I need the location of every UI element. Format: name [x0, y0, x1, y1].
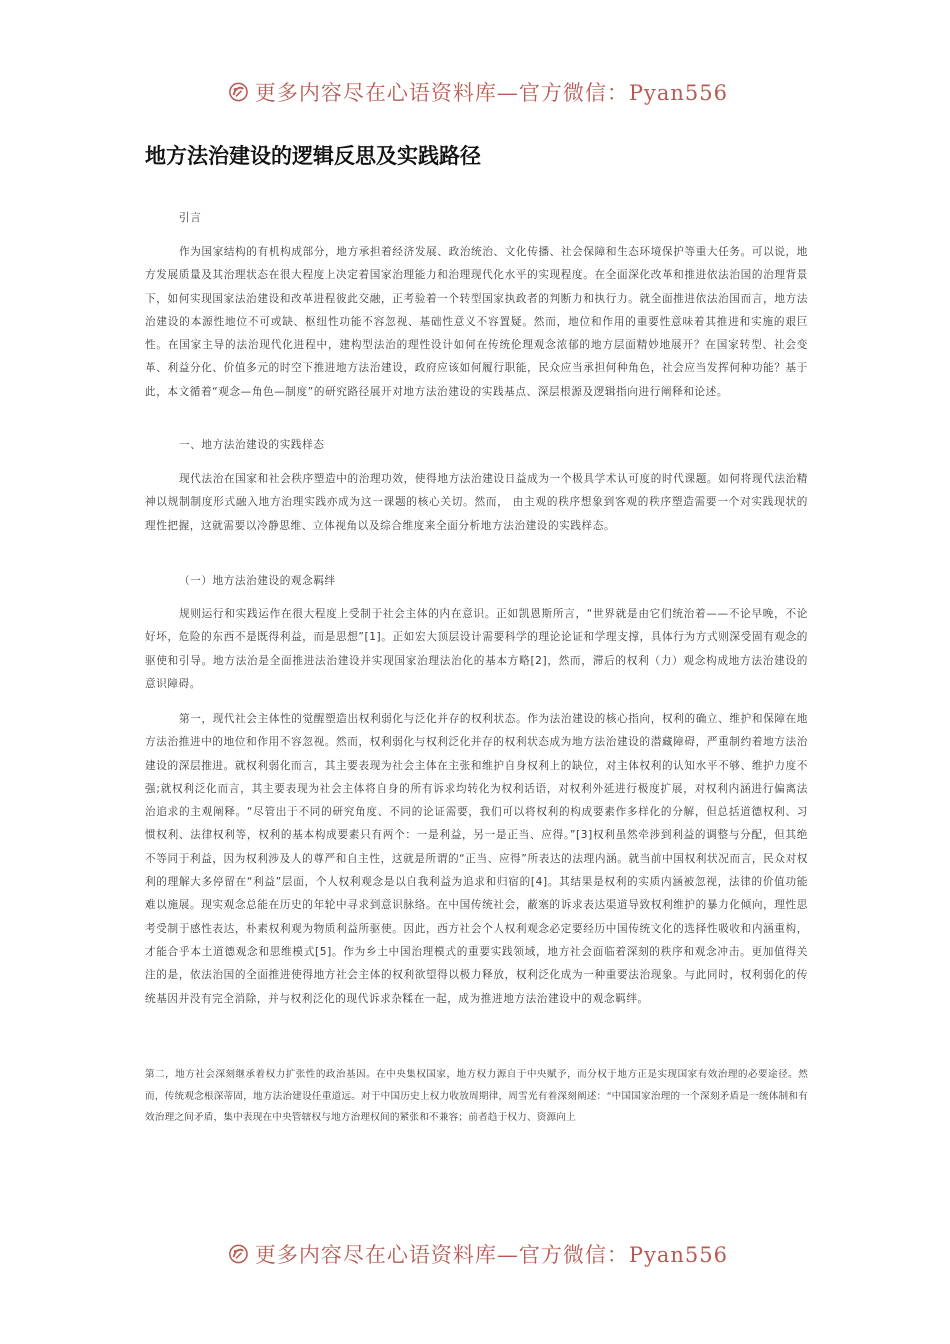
paragraph-first-point: 第一，现代社会主体性的觉醒塑造出权利弱化与泛化并存的权利状态。作为法治建设的核心指向，权利的确立、维护和保障在地方法治推进中的地位和作用不容忽视。然而，权利弱化与权利泛化并存的权利状态成为地方法治建设的潜藏障碍，严重制约着地方法治建设的深层推进。就权利弱化而言，其主要表现为社会主体在主张和维护自身权利上的缺位，对主体权利的认知水平不够、维护力度不强;就权利泛化而言，其主要表现为社会主体将自身的所有诉求均转化为权利话语，对权利外延进行极度扩展，对权利内涵进行偏离法治追求的主观阐释。“尽管出于不同的研究角度、不同的论证需要，我们可以将权利的构成要素作多样化的分解，但总括道德权利、习惯权利、法律权利等，权利的基本构成要素只有两个：一是利益，另一是正当、应得。”[3]权利虽然牵涉到利益的调整与分配，但其绝不等同于利益，因为权利涉及人的尊严和自主性，这就是所谓的“正当、应得”所表达的法理内涵。就当前中国权利状况而言，民众对权利的理解大多停留在“利益”层面，个人权利观念是以自我利益为追求和归宿的[4]。其结果是权利的实质内涵被忽视，法律的价值功能难以施展。现实观念总能在历史的年轮中寻求到意识脉络。在中国传统社会，蔽塞的诉求表达渠道导致权利维护的暴力化倾向，理性思考受制于感性表达，朴素权利观为物质利益所驱使。因此，西方社会个人权利观念必定要经历中国传统文化的选择性吸收和内涵重构，才能合乎本土道德观念和思维模式[5]。作为乡土中国治理模式的重要实践领域，地方社会面临着深刻的秩序和观念冲击。更加值得关注的是，依法治国的全面推进使得地方社会主体的权利欲望得以极力释放，权利泛化成为一种重要法治现象。与此同时，权利弱化的传统基因并没有完全消除，并与权利泛化的现代诉求杂糅在一起，成为推进地方法治建设中的观念羁绊。 — [145, 713, 808, 1005]
banner-text: 更多内容尽在心语资料库—官方微信：Pyan556 — [254, 1243, 728, 1267]
banner-text: 更多内容尽在心语资料库—官方微信：Pyan556 — [254, 81, 728, 105]
document-title: 地方法治建设的逻辑反思及实践路径 — [145, 144, 481, 168]
footer-watermark-banner — [228, 1236, 728, 1272]
paragraph-intro: 作为国家结构的有机构成部分，地方承担着经济发展、政治统治、文化传播、社会保障和生态环境保护等重大任务。可以说，地方发展质量及其治理状态在很大程度上决定着国家治理能力和治理现代化水平的实现程度。在全面深化改革和推进依法治国的治理背景下，如何实现国家法治建设和改革进程彼此交融，正考验着一个转型国家执政者的判断力和执行力。就全面推进依法治国而言，地方法治建设的本源性地位不可或缺、枢纽性功能不容忽视、基础性意义不容置疑。然而，地位和作用的重要性意味着其推进和实施的艰巨性。在国家主导的法治现代化进程中，建构型法治的理性设计如何在传统伦理观念浓郁的地方层面精妙地展开？在国家转型、社会变革、利益分化、价值多元的时空下推进地方法治建设，政府应该如何履行职能，民众应当承担何种角色，社会应当发挥何种功能？基于此，本文循着“观念—角色—制度”的研究路径展开对地方法治建设的实践基点、深层根源及逻辑指向进行阐释和论述。 — [145, 246, 808, 398]
section-heading-intro: 引言 — [179, 212, 202, 224]
header-watermark-banner — [228, 74, 728, 110]
hand-pen-logo-icon — [228, 1237, 249, 1271]
hand-pen-logo-icon — [228, 75, 249, 109]
paragraph-section-1: 现代法治在国家和社会秩序塑造中的治理功效，使得地方法治建设日益成为一个极具学术认可度的时代课题。如何将现代法治精神以规制制度形式融入地方治理实践亦成为这一课题的核心关切。然而， 由主观的秩序想象到客观的秩序塑造需要一个对实践现状的理性把握，这就需要以冷静思维、立体视角以及综合维度来全面分析地方法治建设的实践样态。 — [145, 473, 808, 532]
subsection-heading-1: （一）地方法治建设的观念羁绊 — [179, 575, 336, 587]
paragraph-subsection-1: 规则运行和实践运作在很大程度上受制于社会主体的内在意识。正如凯恩斯所言，“世界就是由它们统治着——不论早晚，不论好坏，危险的东西不是既得利益，而是思想”[1]。正如宏大顶层设计需要科学的理论论证和学理支撑，具体行为方式则深受固有观念的驱使和引导。地方法治是全面推进法治建设并实现国家治理法治化的基本方略[2]，然而，滞后的权利（力）观念构成地方法治建设的意识障碍。 — [145, 608, 808, 690]
paragraph-second-point: 第二，地方社会深刻继承着权力扩张性的政治基因。在中央集权国家，地方权力源自于中央赋予，而分权于地方正是实现国家有效治理的必要途径。然而，传统观念根深蒂固，地方法治建设任重道远。对于中国历史上权力收放周期律，周雪光有着深刻阐述：“中国国家治理的一个深刻矛盾是一统体制和有效治理之间矛盾，集中表现在中央管辖权与地方治理权间的紧张和不兼容；前者趋于权力、资源向上 — [145, 1069, 808, 1123]
section-heading-1: 一、地方法治建设的实践样态 — [179, 439, 325, 451]
